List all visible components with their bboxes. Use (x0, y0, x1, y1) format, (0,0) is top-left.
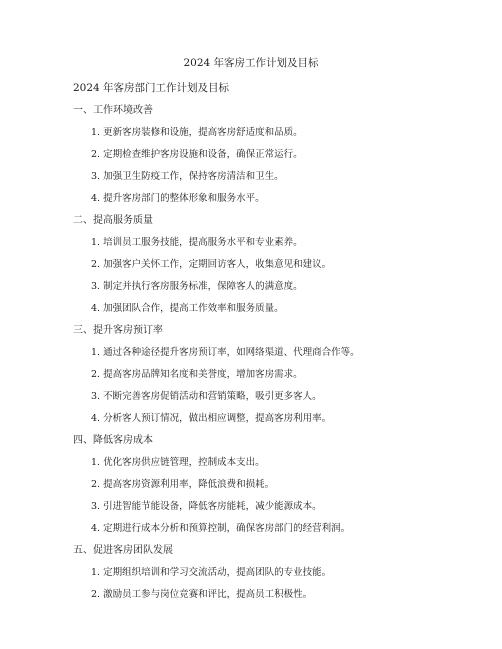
section-item-list (73, 236, 462, 316)
document-subtitle: 2024 年客房部门工作计划及目标 (73, 82, 230, 94)
list-item: 3. 不断完善客房促销活动和营销策略，吸引更多客人。 (91, 391, 322, 402)
section-heading: 五、促进客房团队发展 (73, 545, 173, 556)
list-item: 1. 定期组织培训和学习交流活动，提高团队的专业技能。 (91, 567, 332, 578)
list-item: 2. 定期检查维护客房设施和设备，确保正常运行。 (91, 149, 303, 160)
list-item: 1. 培训员工服务技能，提高服务水平和专业素养。 (91, 237, 303, 248)
list-item: 3. 加强卫生防疫工作，保持客房清洁和卫生。 (91, 171, 284, 182)
section-heading: 三、提升客房预订率 (73, 325, 163, 336)
section-heading: 一、工作环境改善 (73, 105, 153, 116)
section-heading: 四、降低客房成本 (73, 435, 153, 446)
section-item-list (73, 566, 462, 602)
section-service-quality (73, 214, 462, 316)
section-environment (73, 104, 462, 206)
list-item: 4. 加强团队合作，提高工作效率和服务质量。 (91, 303, 284, 314)
list-item: 1. 通过各种途径提升客房预订率，如网络渠道、代理商合作等。 (91, 347, 360, 358)
list-item: 2. 提高客房资源利用率，降低浪费和损耗。 (91, 479, 275, 490)
list-item: 1. 更新客房装修和设施，提高客房舒适度和品质。 (91, 127, 303, 138)
document-title: 2024 年客房工作计划及目标 (183, 57, 319, 69)
list-item: 3. 引进智能节能设备，降低客房能耗，减少能源成本。 (91, 501, 322, 512)
section-item-list (73, 456, 462, 536)
list-item: 2. 激励员工参与岗位竞赛和评比，提高员工积极性。 (91, 589, 313, 600)
list-item: 4. 定期进行成本分析和预算控制，确保客房部门的经营利润。 (91, 523, 351, 534)
list-item: 3. 制定并执行客房服务标准，保障客人的满意度。 (91, 281, 303, 292)
section-heading: 二、提高服务质量 (73, 215, 153, 226)
section-cost-reduction (73, 434, 462, 536)
list-item: 4. 提升客房部门的整体形象和服务水平。 (91, 193, 265, 204)
list-item: 1. 优化客房供应链管理，控制成本支出。 (91, 457, 265, 468)
section-item-list (73, 346, 462, 426)
section-team-development (73, 544, 462, 602)
list-item: 4. 分析客人预订情况，做出相应调整，提高客房利用率。 (91, 413, 332, 424)
list-item: 2. 加强客户关怀工作，定期回访客人，收集意见和建议。 (91, 259, 332, 270)
section-item-list (73, 126, 462, 206)
section-booking-rate (73, 324, 462, 426)
list-item: 2. 提高客房品牌知名度和美誉度，增加客房需求。 (91, 369, 303, 380)
